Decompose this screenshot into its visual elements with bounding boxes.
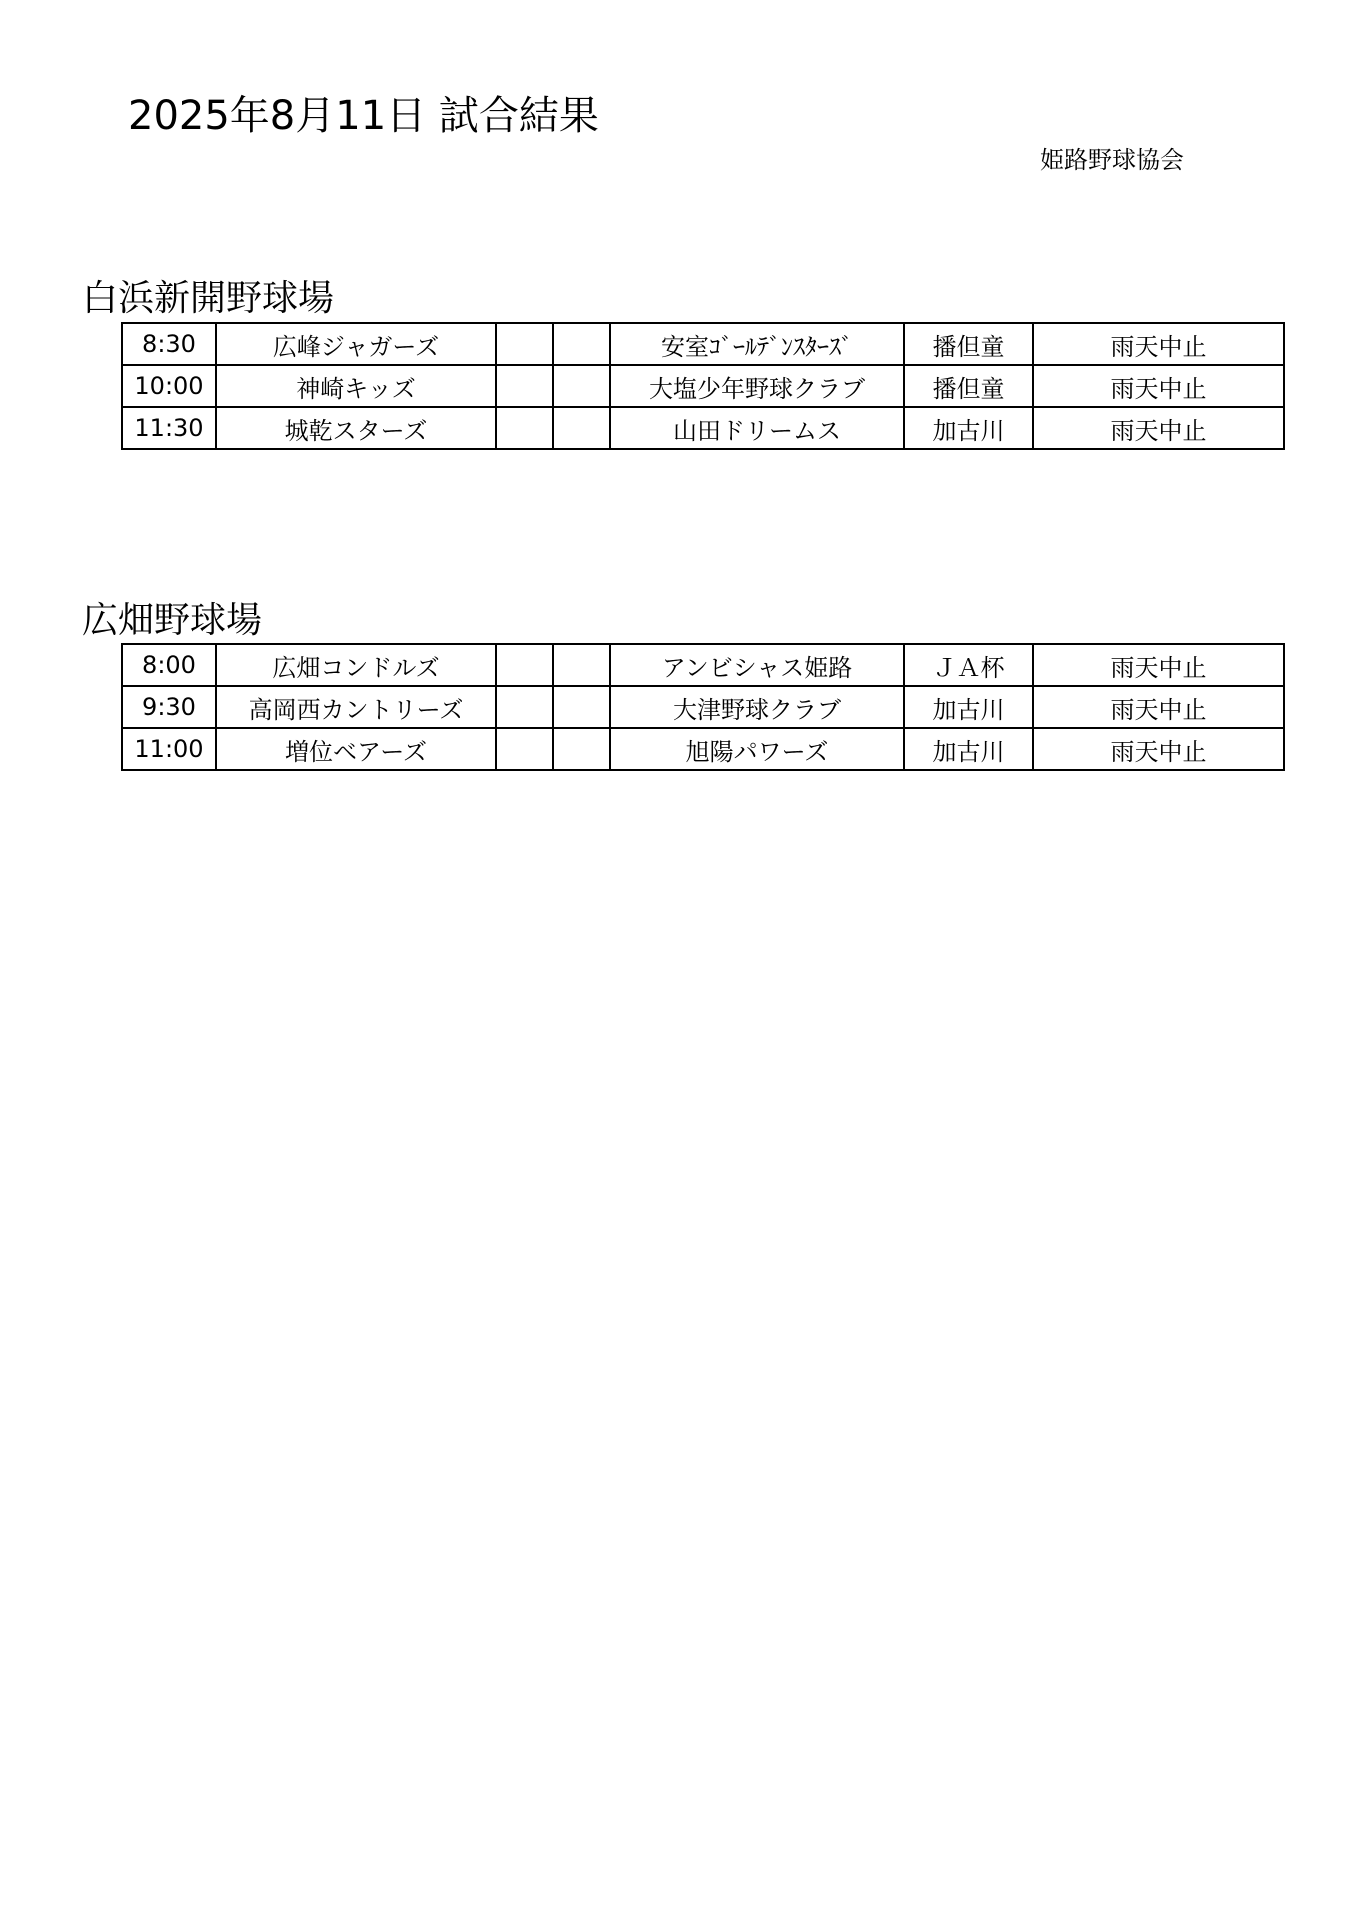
away-team: 山田ドリームス [610, 407, 904, 449]
home-team: 増位ベアーズ [216, 728, 496, 770]
away-team: アンビシャス姫路 [610, 644, 904, 686]
venue-title-shirahama: 白浜新開野球場 [82, 278, 335, 319]
game-time: 10:00 [122, 365, 216, 407]
tournament: 加古川 [904, 686, 1033, 728]
table-row [122, 644, 1284, 686]
venue-title-hirohata: 広畑野球場 [82, 600, 263, 641]
game-result: 雨天中止 [1033, 728, 1284, 770]
game-time: 8:30 [122, 323, 216, 365]
home-team: 広峰ジャガーズ [216, 323, 496, 365]
away-team: 大塩少年野球クラブ [610, 365, 904, 407]
away-score [553, 365, 610, 407]
home-score [496, 686, 553, 728]
home-score [496, 323, 553, 365]
tournament: 播但童 [904, 323, 1033, 365]
away-score [553, 407, 610, 449]
results-table-hirohata [121, 643, 1285, 771]
away-score [553, 686, 610, 728]
away-score [553, 644, 610, 686]
game-result: 雨天中止 [1033, 686, 1284, 728]
game-time: 9:30 [122, 686, 216, 728]
game-result: 雨天中止 [1033, 407, 1284, 449]
home-team: 城乾スターズ [216, 407, 496, 449]
home-score [496, 365, 553, 407]
away-team: 大津野球クラブ [610, 686, 904, 728]
tournament: 加古川 [904, 728, 1033, 770]
game-time: 8:00 [122, 644, 216, 686]
game-result: 雨天中止 [1033, 323, 1284, 365]
away-team: 旭陽パワーズ [610, 728, 904, 770]
home-score [496, 407, 553, 449]
tournament: ＪＡ杯 [904, 644, 1033, 686]
table-row [122, 323, 1284, 365]
table-row [122, 686, 1284, 728]
organization-name: 姫路野球協会 [1040, 146, 1184, 174]
home-team: 神崎キッズ [216, 365, 496, 407]
table-row [122, 407, 1284, 449]
home-team: 高岡西カントリーズ [216, 686, 496, 728]
away-score [553, 323, 610, 365]
game-result: 雨天中止 [1033, 365, 1284, 407]
home-score [496, 728, 553, 770]
game-time: 11:30 [122, 407, 216, 449]
home-score [496, 644, 553, 686]
game-result: 雨天中止 [1033, 644, 1284, 686]
home-team: 広畑コンドルズ [216, 644, 496, 686]
table-row [122, 728, 1284, 770]
game-time: 11:00 [122, 728, 216, 770]
page-title: 2025年8月11日 試合結果 [128, 93, 599, 139]
away-team: 安室ｺﾞｰﾙﾃﾞﾝｽﾀｰｽﾞ [610, 323, 904, 365]
tournament: 加古川 [904, 407, 1033, 449]
results-table-shirahama [121, 322, 1285, 450]
table-row [122, 365, 1284, 407]
away-score [553, 728, 610, 770]
tournament: 播但童 [904, 365, 1033, 407]
